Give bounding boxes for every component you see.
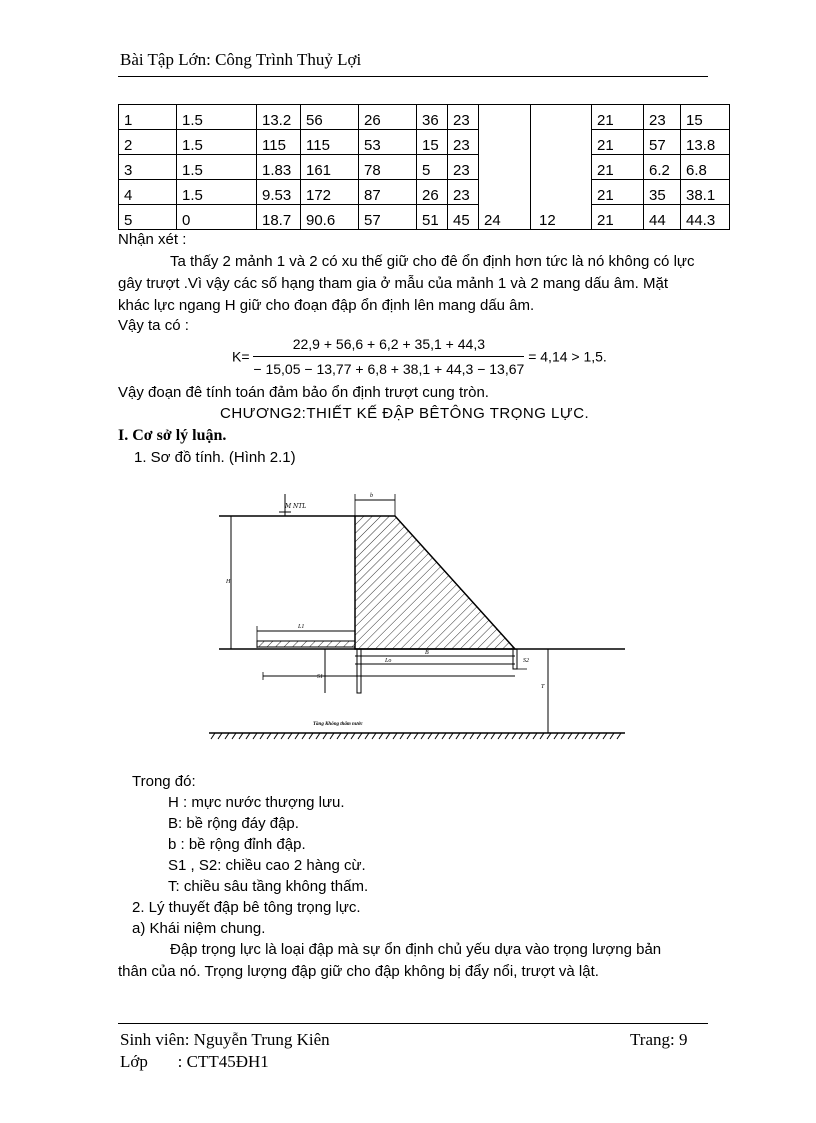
table-row: 5 0 18.7 90.6 57 51 45 21 44 44.3 bbox=[119, 205, 730, 230]
table-row: 2 1.5 115 115 53 15 23 21 57 13.8 bbox=[119, 130, 730, 155]
footer-class: Lớp : CTT45ĐH1 bbox=[120, 1052, 269, 1071]
para2-line2: thân của nó. Trọng lượng đập giữ cho đập không bị đẩy nổi, trượt và lật. bbox=[118, 963, 599, 980]
def-h: H : mực nước thượng lưu. bbox=[168, 794, 345, 811]
section-heading: I. Cơ sở lý luận. bbox=[118, 427, 227, 444]
label-b: b bbox=[370, 493, 373, 499]
remark-heading: Nhận xét : bbox=[118, 231, 187, 248]
merged-cell-b: 12 bbox=[531, 105, 592, 230]
layer-hatch bbox=[211, 733, 621, 739]
merged-cell-a: 24 bbox=[479, 105, 531, 230]
table-row: 4 1.5 9.53 172 87 26 23 21 35 38.1 bbox=[119, 180, 730, 205]
upstream-apron bbox=[257, 641, 355, 647]
def-s: S1 , S2: chiều cao 2 hàng cừ. bbox=[168, 857, 366, 874]
footer-rule bbox=[118, 1023, 708, 1024]
label-s2: S2 bbox=[523, 658, 529, 664]
header-rule bbox=[118, 76, 708, 77]
label-l1: L1 bbox=[298, 624, 305, 630]
subsection-2a: a) Khái niệm chung. bbox=[132, 920, 266, 937]
label-layer: Tầng Không thấm nước bbox=[313, 722, 363, 727]
formula-k bbox=[232, 334, 607, 379]
therefore-line: Vậy ta có : bbox=[118, 317, 189, 334]
footer-page-number: Trang: 9 bbox=[630, 1030, 688, 1049]
para2-line1: Đập trọng lực là loại đập mà sự ổn định chủ yếu dựa vào trọng lượng bản bbox=[170, 941, 662, 958]
para1-line2: gây trượt .Vì vậy các số hạng tham gia ở mẫu của mảnh 1 và 2 mang dấu âm. Mặt bbox=[118, 275, 668, 292]
formula-denominator: − 15,05 − 13,77 + 6,8 + 38,1 + 44,3 − 13,67 bbox=[253, 361, 525, 377]
dam-body bbox=[355, 516, 515, 649]
formula-lhs: K= bbox=[232, 348, 250, 365]
sheet-pile-s2 bbox=[513, 649, 517, 669]
def-t: T: chiều sâu tầng không thấm. bbox=[168, 878, 369, 895]
subsection-1: 1. Sơ đồ tính. (Hình 2.1) bbox=[134, 449, 296, 466]
where-heading: Trong đó: bbox=[132, 773, 196, 790]
dam-diagram bbox=[205, 488, 635, 743]
label-lo: Lo bbox=[385, 658, 392, 664]
label-s1: S1 bbox=[317, 674, 323, 680]
formula-fraction bbox=[253, 334, 524, 379]
chapter-title: CHƯƠNG2:THIẾT KẾ ĐẬP BÊTÔNG TRỌNG LỰC. bbox=[220, 405, 590, 422]
page-header-title: Bài Tập Lớn: Công Trình Thuỷ Lợi bbox=[120, 50, 362, 69]
label-mnt: M NTL bbox=[285, 503, 307, 510]
table-row: 3 1.5 1.83 161 78 5 23 21 6.2 6.8 bbox=[119, 155, 730, 180]
para1-line1: Ta thấy 2 mảnh 1 và 2 có xu thế giữ cho đê ổn định hơn tức là nó không có lực bbox=[170, 253, 695, 270]
data-table bbox=[118, 104, 730, 230]
formula-rhs: = 4,14 > 1,5. bbox=[528, 348, 607, 365]
label-h: H bbox=[226, 579, 231, 585]
label-t: T bbox=[541, 684, 545, 690]
table-row: 1 1.5 13.2 56 26 36 23 24 12 21 23 15 bbox=[119, 105, 730, 130]
footer-student: Sinh viên: Nguyễn Trung Kiên bbox=[120, 1030, 330, 1049]
para1-line3: khác lực ngang H giữ cho đoạn đập ổn định lên mang dấu âm. bbox=[118, 297, 535, 314]
def-big-b: B: bề rộng đáy đập. bbox=[168, 815, 299, 832]
label-big-b: B bbox=[425, 650, 429, 656]
conclusion-line: Vậy đoạn đê tính toán đảm bảo ổn định trượt cung tròn. bbox=[118, 384, 489, 401]
def-small-b: b : bề rộng đỉnh đập. bbox=[168, 836, 306, 853]
subsection-2: 2. Lý thuyết đập bê tông trọng lực. bbox=[132, 899, 361, 916]
formula-numerator: 22,9 + 56,6 + 6,2 + 35,1 + 44,3 bbox=[253, 334, 524, 357]
